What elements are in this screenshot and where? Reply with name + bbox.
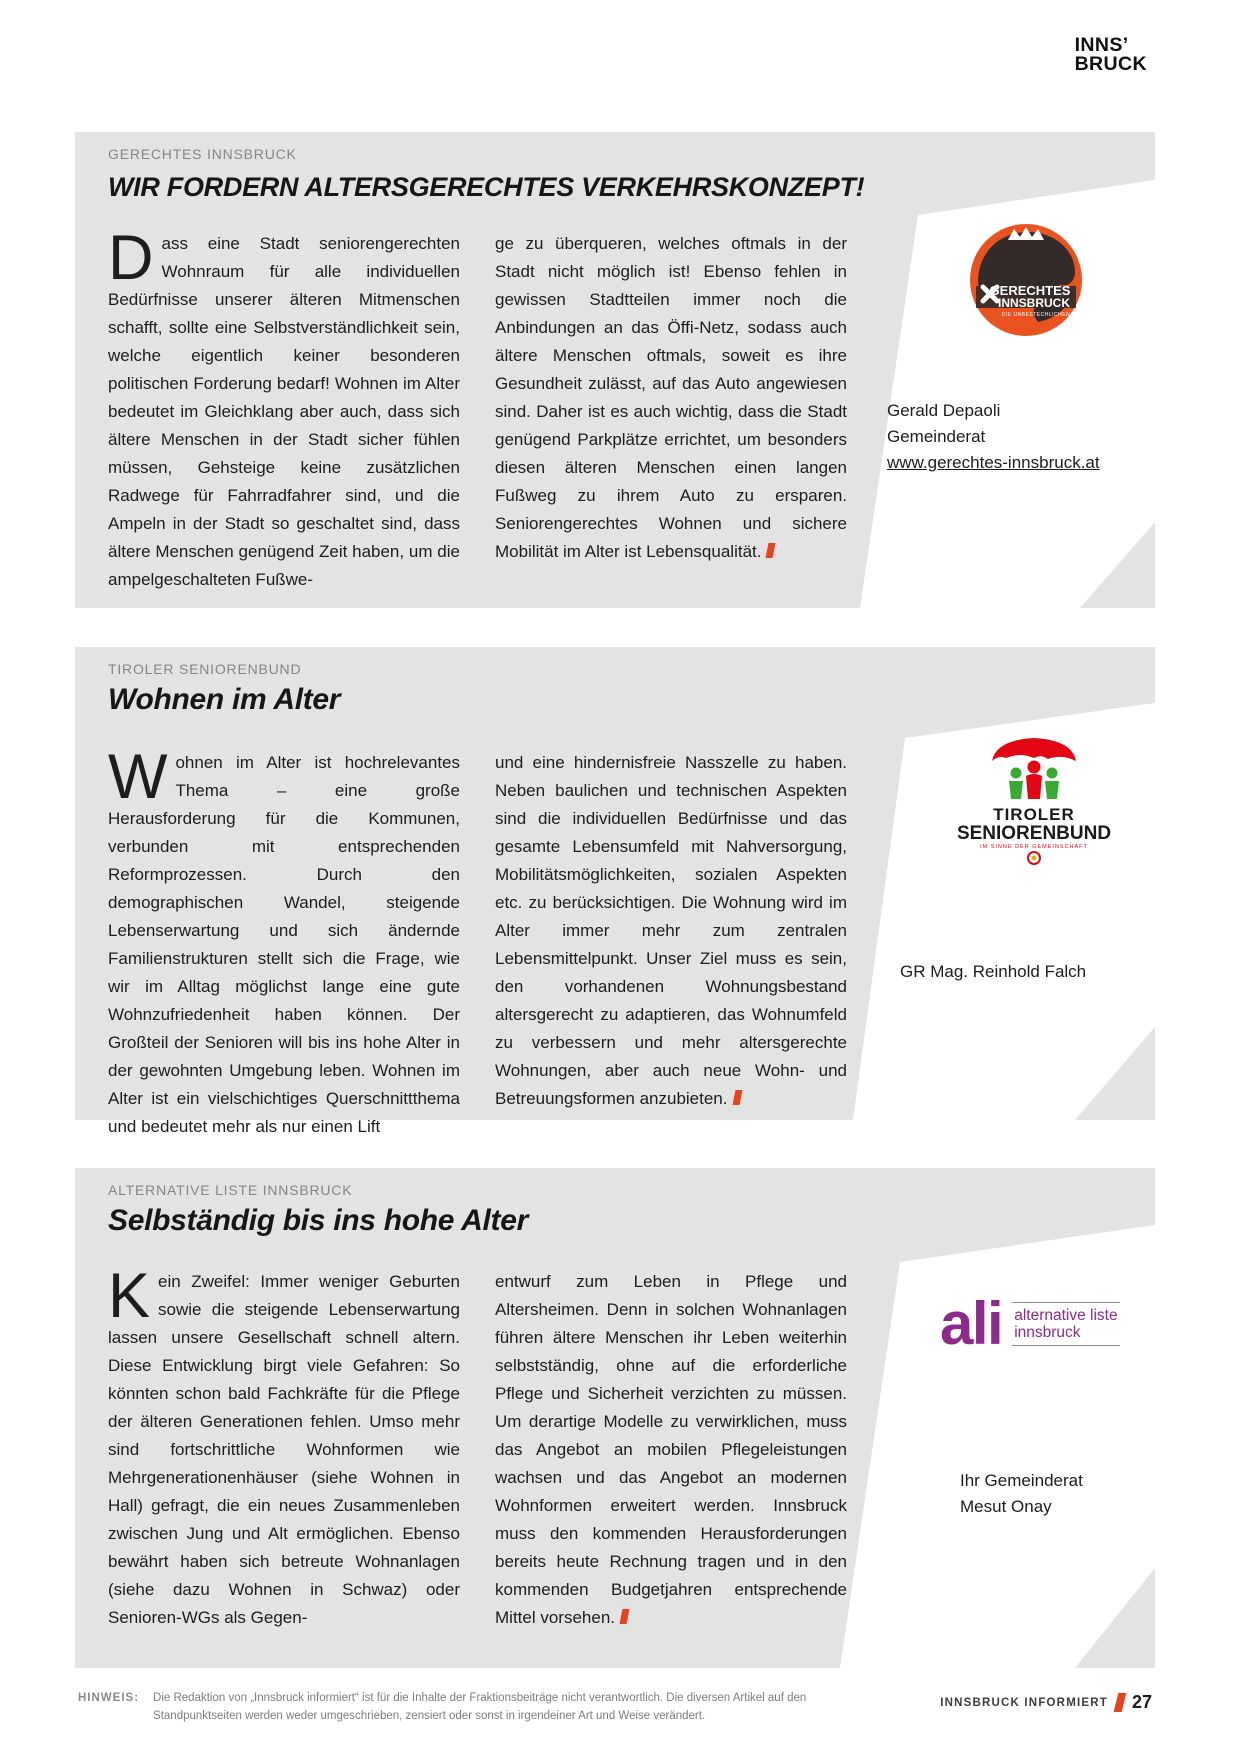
article-column-2 <box>495 1268 847 1632</box>
article-text: Dass eine Stadt seniorengerechten Wohnraum für alle individuellen Bedürfnisse unserer älteren Mitmenschen schafft, sollte eine Selbstverständlichkeit sein, welche eigentlich keiner besonderen politischen Forderung bedarf! Wohnen im Alter bedeutet im Gleichklang aber auch, dass sich ältere Menschen in der Stadt sicher fühlen müssen, Gehsteige keine zusätzlichen Radwege für Fahrradfahrer sind, und die Ampeln in der Stadt so geschaltet sind, dass ältere Menschen genügend Zeit haben, um die ampelgeschalteten Fußwe- <box>108 223 460 589</box>
article-section-tiroler-seniorenbund <box>75 647 1155 1136</box>
article-section-alternative-liste <box>75 1168 1155 1668</box>
gi-logo-tagline: DIE UNBESTECHLICHEN <box>1001 312 1071 318</box>
ali-logo-line2: innsbruck <box>1014 1324 1081 1341</box>
hinweis-label: HINWEIS: <box>78 1692 140 1704</box>
publication-name: INNSBRUCK INFORMIERT <box>940 1696 1108 1709</box>
author-role: Ihr Gemeinderat <box>960 1471 1083 1490</box>
page-number: 27 <box>1131 1692 1152 1712</box>
ali-logo-line1: alternative liste <box>1014 1307 1118 1324</box>
brand-line2: BRUCK <box>1074 53 1147 75</box>
author-credit <box>900 959 1086 985</box>
article-headline: WIR FORDERN ALTERSGERECHTES VERKEHRSKONZEPT! <box>108 172 865 202</box>
author-credit <box>887 398 1100 476</box>
article-column-2 <box>495 230 847 566</box>
ali-logo-abbr: ali <box>940 1290 1003 1357</box>
tsb-logo-line2: SENIORENBUND <box>956 823 1112 844</box>
tiroler-seniorenbund-logo <box>934 731 1134 867</box>
author-credit <box>960 1468 1083 1520</box>
author-name: Gerald Depaoli <box>887 401 1001 420</box>
article-text: und eine hindernisfreie Nasszelle zu haben. Neben baulichen und technischen Aspekten sind die individuellen Bedürfnisse und das gesamte Lebensumfeld mit Nahversorgung, Mobilitätsmöglichkeiten, sozialen Aspekten etc. zu berücksichtigen. Die Wohnung wird im Alter immer mehr zum zentralen Lebensmittelpunkt. Unser Ziel muss es sein, den vorhandenen Wohnungsbestand altersgerecht zu adaptieren, das Wohnumfeld zu verbessern und mehr altersgerechte Wohnungen, aber auch neue Wohn- und Betreuungsformen anzubieten. <box>495 753 847 1108</box>
article-end-mark <box>732 1090 742 1105</box>
article-end-mark <box>620 1609 630 1624</box>
author-role: Gemeinderat <box>887 427 986 446</box>
article-headline: Wohnen im Alter <box>108 683 341 716</box>
gerechtes-innsbruck-logo <box>970 224 1082 336</box>
article-column-1 <box>108 223 460 594</box>
article-column-1 <box>108 1261 460 1632</box>
article-text: Kein Zweifel: Immer weniger Geburten sowie die steigende Lebenserwartung lassen unsere Gesellschaft schnell altern. Diese Entwicklung birgt viele Gefahren: So könnten schon bald Fachkräfte für die Pflege der älteren Generationen fehlen. Umso mehr sind fortschrittliche Wohnformen wie Mehrgenerationenhäuser (siehe Wohnen in Hall) gefragt, die ein neues Zusammenleben zwischen Jung und Alt ermöglichen. Ebenso bewährt haben sich betreute Wohnanlagen (siehe dazu Wohnen in Schwaz) oder Senioren-WGs als Gegen- <box>108 1261 460 1627</box>
article-end-mark <box>766 543 776 558</box>
author-name: Mesut Onay <box>960 1497 1052 1516</box>
article-headline: Selbständig bis ins hohe Alter <box>108 1204 528 1237</box>
article-text: ge zu überqueren, welches oftmals in der Stadt nicht möglich ist! Ebenso fehlen in gewissen Stadtteilen immer noch die Anbindungen an das Öffi-Netz, sodass auch ältere Menschen oftmals, soweit es ihre Gesundheit zulässt, auf das Auto angewiesen sind. Daher ist es auch wichtig, dass die Stadt genügend Parkplätze errichtet, um besonders diesen älteren Menschen einen langen Fußweg zu ihrem Auto zu ersparen. Seniorengerechtes Wohnen und sichere Mobilität im Alter ist Lebensqualität. <box>495 234 847 561</box>
article-text: Wohnen im Alter ist hochrelevantes Thema – eine große Herausforderung für die Kommunen, verbunden mit entsprechenden Reformprozessen. Durch den demographischen Wandel, steigende Lebenserwartung und sich ändernde Familienstrukturen stellt sich die Frage, wie wir im Alltag möglichst lange eine gute Wohnzufriedenheit haben können. Der Großteil der Senioren will bis ins hohe Alter in der gewohnten Umgebung leben. Wohnen im Alter ist ein vielschichtiges Querschnittthema und bedeutet mehr als nur einen Lift <box>108 742 460 1136</box>
article-column-1 <box>108 742 460 1141</box>
article-text: entwurf zum Leben in Pflege und Altersheimen. Denn in solchen Wohnanlagen führen ältere Menschen ihr Leben weiterhin selbstständig, ohne auf die erforderliche Pflege und Sicherheit verzichten zu müssen. Um derartige Modelle zu verwirklichen, muss das Angebot an mobilen Pflegeleistungen wachsen und das Angebot an modernen Wohnformen erweitert werden. Innsbruck muss den kommenden Herausforderungen bereits heute Rechnung tragen und in den kommenden Budgetjahren entsprechende Mittel vorsehen. <box>495 1272 847 1627</box>
footer-publication <box>940 1692 1152 1713</box>
tsb-logo-line1: TIROLER <box>993 805 1075 824</box>
page-marker-icon <box>1114 1693 1127 1712</box>
article-section-gerechtes-innsbruck <box>75 132 1155 608</box>
article-column-2 <box>495 749 847 1113</box>
hinweis-text: Die Redaktion von „Innsbruck informiert“ ist für die Inhalte der Fraktionsbeiträge nicht verantwortlich. Die diversen Artikel auf den Standpunktseiten werden weder umgeschrieben, zensiert oder sonst in irgendeiner Art und Weise verändert. <box>153 1692 807 1722</box>
gi-logo-line1: GERECHTES <box>989 283 1071 298</box>
section-kicker: TIROLER SENIORENBUND <box>108 661 302 677</box>
footer-disclaimer <box>78 1690 806 1725</box>
gi-logo-line2: INNSBRUCK <box>998 296 1070 310</box>
tsb-logo-tagline: IM SINNE DER GEMEINSCHAFT <box>980 844 1088 850</box>
section-kicker: ALTERNATIVE LISTE INNSBRUCK <box>108 1182 353 1198</box>
innsbruck-brand-logo <box>1075 36 1147 74</box>
author-website-link[interactable]: www.gerechtes-innsbruck.at <box>887 453 1100 472</box>
alternative-liste-logo <box>940 1290 1120 1357</box>
brand-line1: INNS’ <box>1074 34 1129 56</box>
author-name: GR Mag. Reinhold Falch <box>900 962 1087 981</box>
section-kicker: GERECHTES INNSBRUCK <box>108 146 297 162</box>
